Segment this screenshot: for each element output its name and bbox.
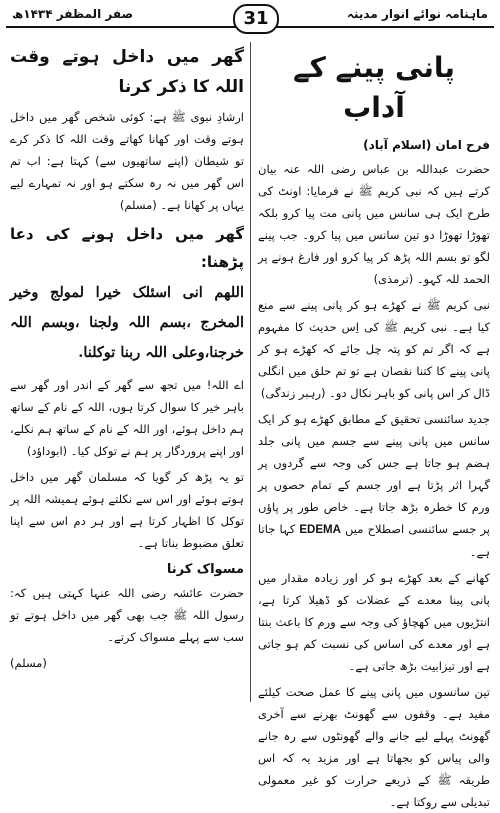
arabic-dua: اللھم انی اسئلک خیرا لمولج وخیر المخرج ،بسم اللہ ولجنا ،وبسم اللہ خرجنا،وعلی اللہ ربنا توکلنا.: [10, 284, 244, 361]
section-heading-remembrance: گھر میں داخل ہوتے وقت اللہ کا ذکر کرنا: [10, 47, 244, 97]
paragraph-2: نبی کریم ﷺ نے کھڑے ہو کر پانی پینے سے منع کیا ہے۔ نبی کریم ﷺ کی اِس حدیث کا مفہوم ہے کہ اگر تم کو پتہ چل جائے کہ کھڑے ہو کر پانی پینے کا کتنا نقصان ہے تو تم حلق میں انگلی ڈال کر اس پانی کو باہر نکال دو۔ (رہبر زندگی): [258, 298, 490, 400]
article-author: فرح امان (اسلام آباد): [363, 138, 490, 152]
paragraph-3: [258, 408, 490, 563]
article-title: پانی پینے کے آداب: [293, 51, 455, 124]
paragraph-4: کھانے کے بعد کھڑے ہو کر اور زیادہ مقدار میں پانی پینا معدے کے عضلات کو ڈھیلا کرتا ہے، انتڑیوں میں کھچاؤ کی وجہ سے ورم کا باعث بنتا ہے اور معدے کی اساس کی نسبت کم ہو جاتی ہے اور تیزابیت بڑھ جاتی ہے۔: [258, 571, 490, 673]
paragraph-1: حضرت عبداللہ بن عباس رضی اللہ عنہ بیان کرتے ہیں کہ نبی کریم ﷺ نے فرمایا: اونٹ کی طرح ایک ہی سانس میں پانی مت پیا کرو بلکہ تھوڑا تھوڑا دو تین سانس میں پیا کرو۔ جب پینے لگو تو بسم اللہ پڑھ کر پیا کرو اور فارغ ہونے پر الحمد للہ کہو۔ (ترمذی): [258, 162, 490, 286]
paragraph-3-end: کہا جاتا ہے۔: [258, 522, 490, 559]
issue-date: صفر المظفر ۱۴۳۴ھ: [12, 7, 134, 21]
right-column: [258, 42, 490, 809]
paragraph-dua-translation: اے اللہ! میں تجھ سے گھر کے اندر اور گھر سے باہر خیر کا سوال کرتا ہوں، اللہ کے نام کے ساتھ ہم داخل ہوئے، اور اللہ کے نام کے ساتھ ہم نکلے، اور اپنے پروردگار پر ہم نے توکل کیا۔ (ابوداؤد): [10, 378, 244, 458]
section-heading-miswak: مسواک کرنا: [166, 562, 244, 577]
magazine-name: ماہنامہ نوائے انوار مدینہ: [346, 7, 488, 21]
page-number: 31: [233, 4, 279, 34]
paragraph-miswak: حضرت عائشہ رضی اللہ عنہا کہتی ہیں کہ: رسول اللہ ﷺ جب بھی گھر میں داخل ہوتے تو سب سے پہلے مسواک کرتے۔: [10, 586, 244, 644]
paragraph-tawakkul: تو یہ پڑھ کر گویا کہ مسلمان گھر میں داخل ہوتے ہوئے اور اس سے نکلتے ہوئے ہمیشہ اللہ پر توکل کا اظہار کرتا ہے اور ہر دم اس سے اپنا تعلق مضبوط بناتا ہے۔: [10, 470, 244, 550]
left-column: [10, 42, 244, 697]
column-divider: [250, 42, 251, 702]
page-header: [6, 4, 494, 34]
paragraph-5: تین سانسوں میں پانی پینے کا عمل صحت کیلئے مفید ہے۔ وقفوں سے گھونٹ بھرنے سے آخری گھونٹ پہلے لیے جانے والے گھونٹوں سے رہ جانے والی پیاس کو بجھاتا ہے اور مزید یہ کہ اس طریقہ ﷺ کے ذریعے حرارت کو غیر معمولی تبدیلی سے روکتا ہے۔: [258, 685, 490, 809]
paragraph-remembrance: ارشادِ نبوی ﷺ ہے: کوئی شخص گھر میں داخل ہوتے وقت اور کھانا کھاتے وقت اللہ کا ذکر کرے تو شیطان (اپنے ساتھیوں سے) کہتا ہے: اب تم اس گھر میں نہ رہ سکتے ہو اور نہ تمہارے لیے یہاں پر کھانا ہے۔ (مسلم): [10, 110, 244, 212]
edema-term: EDEMA: [299, 524, 341, 536]
paragraph-3-text: جدید سائنسی تحقیق کے مطابق کھڑے ہو کر ایک سانس میں پانی پینے سے جسم میں پانی جلد ہضم ہو جاتا ہے جس کی وجہ سے گردوں پر گہرا اثر پڑتا ہے اور جسم کے تمام حصوں پر ورم کا خطرہ بڑھ جاتا ہے۔ خاص طور پر پاؤں پر جسے سائنسی اصطلاح میں: [258, 412, 490, 536]
miswak-source: (مسلم): [10, 656, 47, 670]
section-heading-dua: گھر میں داخل ہونے کی دعا پڑھنا:: [10, 225, 244, 271]
